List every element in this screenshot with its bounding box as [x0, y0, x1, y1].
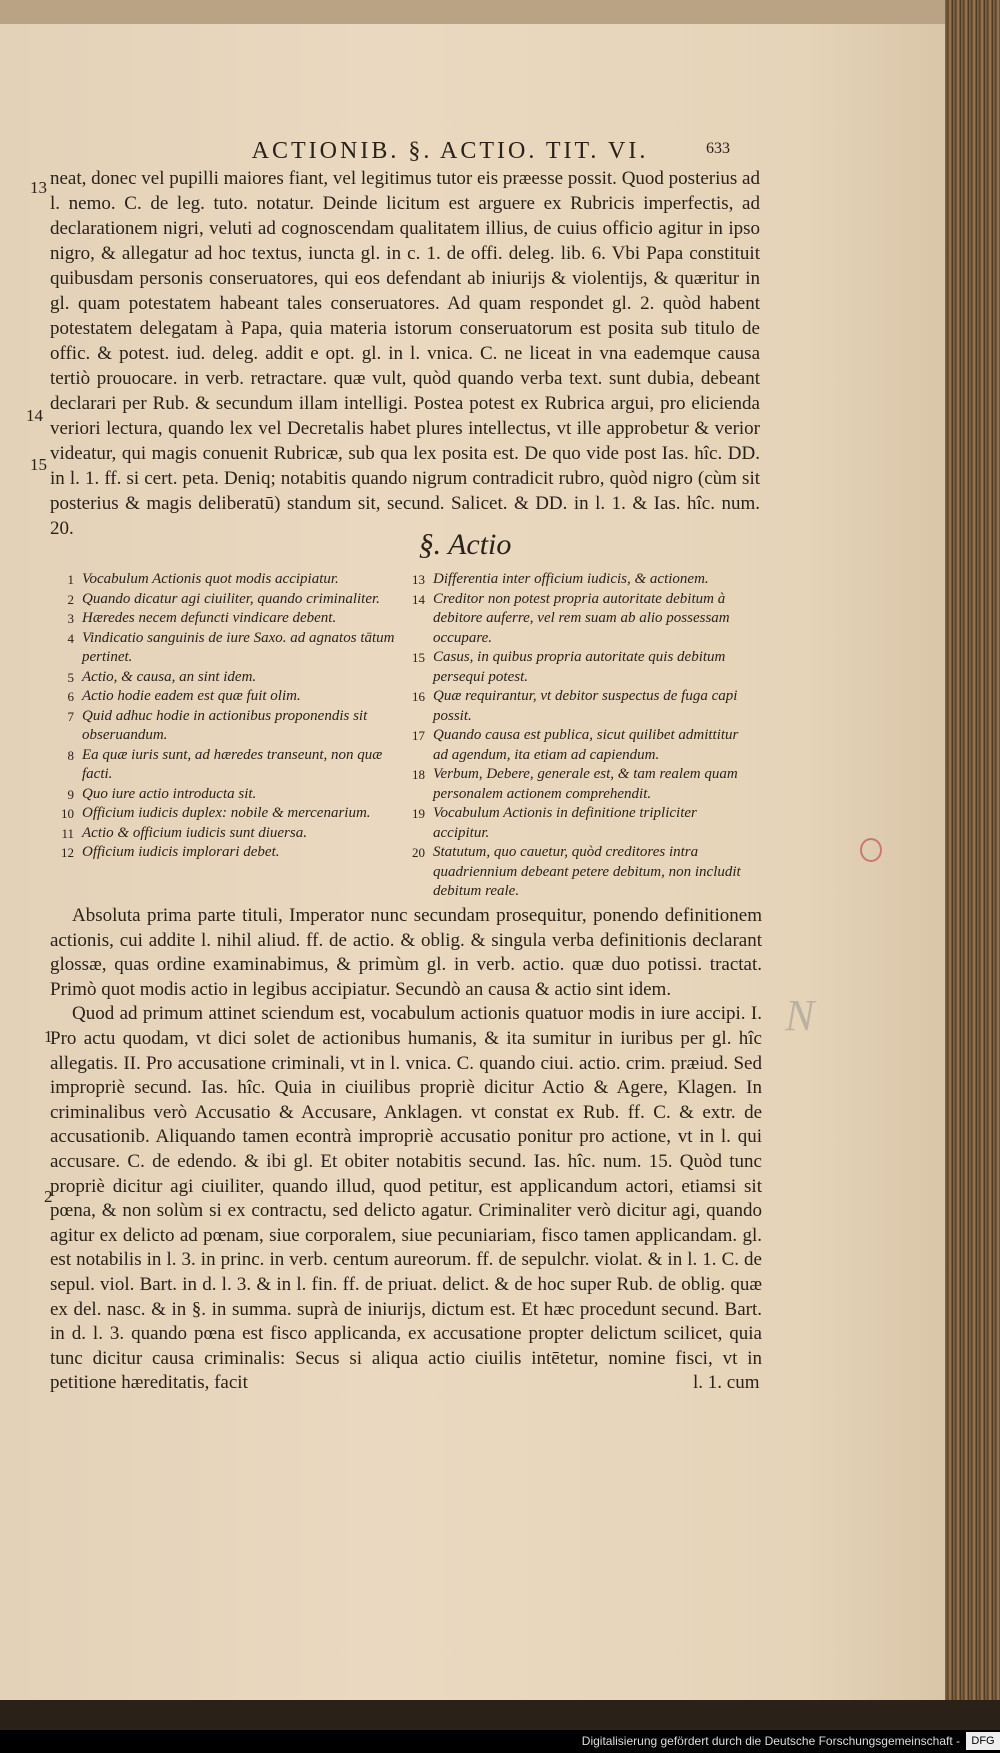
section-title: §. Actio [418, 528, 512, 561]
body-paragraph: Absoluta prima parte tituli, Imperator nunc secundam prosequitur, ponendo definitionem actionis, cui addite l. nihil aliud. ff. de actio. & oblig. & singula verba definitionis declarant glossæ, quas ordine examinabimus, & primùm gl. in verb. actio. quæ duo potissi. tractat. Primò quot modis actio in legibus accipiatur. Secundò an causa & actio sint idem. [50, 905, 762, 1000]
summary-item: 20 Statutum, quo cauetur, quòd creditores intra quadriennium debeant petere debitum, non includit debitum reale. [412, 844, 741, 899]
summary-item: 6 Actio hodie eadem est quæ fuit olim. [67, 688, 301, 704]
summary-item: 15 Casus, in quibus propria autoritate quis debitum persequi potest. [412, 649, 726, 685]
red-ink-mark [860, 838, 882, 862]
summary-item: 10 Officium iudicis duplex: nobile & mercenarium. [61, 805, 371, 821]
summary-item: 18 Verbum, Debere, generale est, & tam realem quam personalem actionem comprehendit. [412, 766, 738, 802]
footer-credit: Digitalisierung gefördert durch die Deutsche Forschungsgemeinschaft - [581, 1734, 960, 1748]
book-page-edges [945, 0, 1000, 1700]
main-text: neat, donec vel pupilli maiores fiant, vel legitimus tutor eis præesse possit. Quod posterius ad l. nemo. C. de leg. tuto. notatur. Deinde licitum est arguere ex Rubricis imperfectis, ad declarationem nigri, veluti ad cognoscendam qualitatem illius, de cuius officio agitur in ipso nigro, & allegatur ad hoc textus, iuncta gl. in c. 1. de offi. deleg. lib. 6. Vbi Papa constituit quibusdam personis conseruatores, qui eos defendant ab iniurijs & violentijs, & quæritur in gl. quam potestatem habeant tales conseruatores. Ad quam respondet gl. 2. quòd habent potestatem delegatam à Papa, quia materia istorum conseruatorum est posita sub titulo de offic. & potest. iud. deleg. addit e opt. gl. in l. vnica. C. ne liceat in vna eademque causa tertiò prouocare. in verb. retractare. quæ vult, quòd quando verba text. sunt dubia, debeant declarari per Rub. & secundum illam intelligi. Postea potest ex Rubrica argui, pro elicienda veriori lectura, quando lex vel Decretalis habet plures intellectus, vt ille approbetur & verior videatur, qui magis conuenit Rubricæ, sub qua lex posita est. De quo vide post Ias. hîc. DD. in l. 1. ff. si cert. peta. Deniq; notabitis quando nigrum contradicit rubro, quòd nigro (cùm sit posterius & magis deliberatū) standum sit, secund. Salicet. & DD. in l. 1. & Ias. hîc. num. 20. [50, 168, 760, 539]
margin-number: 15 [30, 455, 47, 474]
margin-number: 2 [44, 1187, 53, 1206]
summary-item: 17 Quando causa est publica, sicut quilibet admittitur ad agendum, ita etiam ad capiendum. [412, 727, 739, 763]
summary-item: 1 Vocabulum Actionis quot modis accipiatur. [67, 571, 339, 587]
summary-item: 11 Actio & officium iudicis sunt diuersa. [61, 824, 307, 841]
summary-item: 14 Creditor non potest propria autoritate debitum à debitore auferre, vel rem suam ab alio possessam occupare. [412, 590, 730, 646]
body-text-block [50, 904, 762, 1396]
summary-item: 12 Officium iudicis implorari debet. [61, 844, 280, 860]
summary-item: 3 Hæredes necem defuncti vindicare debent. [67, 610, 337, 626]
summary-item: 2 Quando dicatur agi ciuiliter, quando criminaliter. [67, 590, 380, 607]
page-top-shadow [0, 0, 945, 24]
scan-bottom-band [0, 1700, 1000, 1730]
dfg-logo: DFG [966, 1732, 1000, 1750]
page-number: 633 [706, 140, 730, 157]
pencil-annotation: N [785, 991, 815, 1040]
summary-item: 7 Quid adhuc hodie in actionibus proponendis sit obseruandum. [67, 707, 368, 743]
main-text-block [50, 166, 760, 541]
summary-column-right [403, 570, 748, 902]
margin-number: 1 [44, 1027, 53, 1046]
summary-item: 8 Ea quæ iuris sunt, ad hæredes transeunt, non quæ facti. [67, 746, 383, 782]
summary-item: 9 Quo iure actio introducta sit. [67, 785, 257, 802]
summary-item: 13 Differentia inter officium iudicis, & actionem. [412, 571, 709, 587]
margin-number: 14 [26, 406, 43, 425]
catchword: l. 1. cum [693, 1372, 760, 1393]
summary-item: 4 Vindicatio sanguinis de iure Saxo. ad agnatos tātum pertinet. [67, 629, 395, 665]
summary-item: 19 Vocabulum Actionis in definitione tripliciter accipitur. [412, 805, 697, 841]
margin-number: 13 [30, 178, 47, 197]
running-header: ACTIONIB. §. ACTIO. TIT. VI. [251, 138, 649, 164]
summary-column-left [52, 570, 407, 863]
summary-item: 16 Quæ requirantur, vt debitor suspectus de fuga capi possit. [412, 688, 738, 724]
digitization-footer [0, 1730, 1000, 1753]
body-paragraph: Quod ad primum attinet sciendum est, vocabulum actionis quatuor modis in iure accipi. I. Pro actu quodam, vt dici solet de actionibus humanis, & ita sumitur in iuribus per gl. hîc allegatis. II. Pro accusatione criminali, vt in l. vnica. C. quando ciui. actio. crim. præiud. Sed impropriè secund. Ias. hîc. Quia in ciuilibus propriè dicitur Actio & Agere, Klagen. In criminalibus verò Accusatio & Accusare, Anklagen. vt constat ex Rub. ff. C. & extr. de accusationib. Aliquando tamen econtrà impropriè accusatio ponitur pro actione, vt in l. qui accusare. C. de edendo. & ibi gl. Et obiter notabitis secund. Ias. hîc. num. 15. Quòd tunc propriè dicitur agi ciuiliter, quando illud, quod petitur, est applicandum actori, etiamsi sit pœna, & non solùm si ex contractu, sed delicto agatur. Criminaliter verò dicitur agi, quando agitur ex delicto ad pœnam, siue corporalem, siue pecuniariam, fisco tamen applicandam. gl. est notabilis in l. 3. in princ. in verb. centum aureorum. ff. de sepulchr. violat. & in l. 1. C. de sepul. viol. Bart. in d. l. 3. & in l. fin. ff. de priuat. delict. & de hoc super Rub. de oblig. quæ ex del. nasc. & in §. in summa. suprà de iniurijs, dictum est. Et hæc procedunt secund. Bart. in d. l. 3. quando pœna est fisco applicanda, ex accusatione propter delictum scilicet, quia tunc dicitur causa criminalis: Secus si aliqua actio ciuilis intētetur, nomine fisci, vt in petitione hæreditatis, facit [50, 1003, 762, 1394]
summary-item: 5 Actio, & causa, an sint idem. [67, 668, 257, 685]
